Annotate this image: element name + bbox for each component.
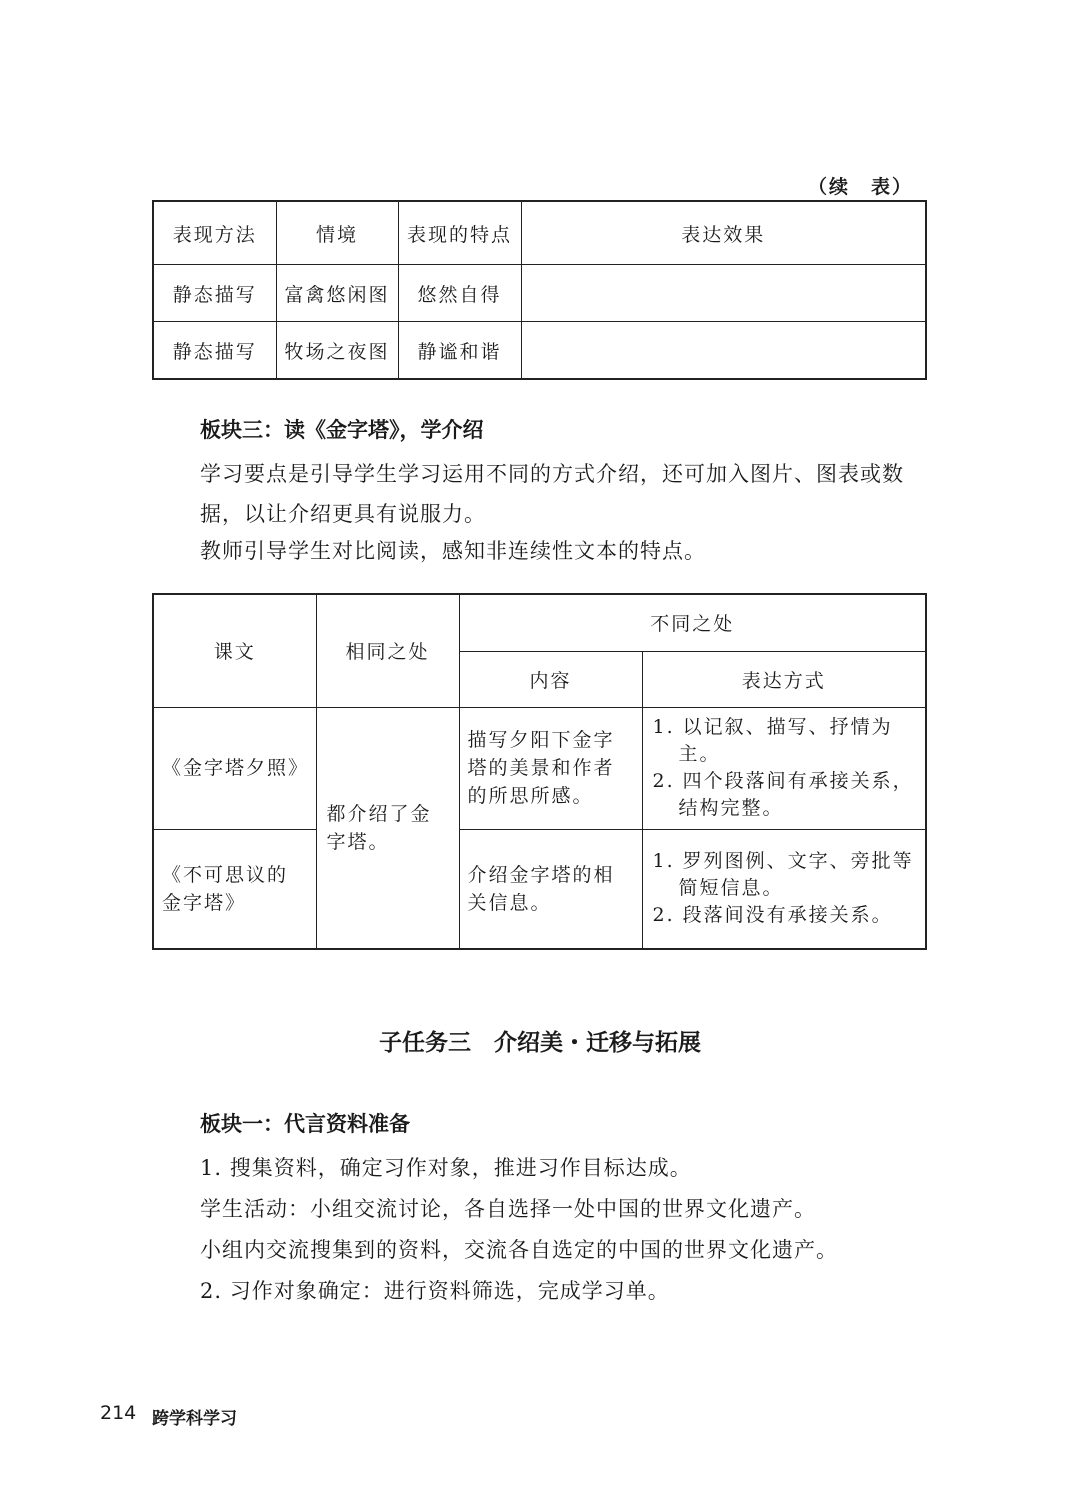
table-cell: 牧场之夜图 xyxy=(276,322,398,380)
section-one-body xyxy=(200,1148,838,1312)
section-three-paragraph xyxy=(200,454,930,534)
content-cell: 介绍金字塔的相关信息。 xyxy=(459,829,642,949)
table-cell: 静谧和谐 xyxy=(398,322,521,380)
header-method: 表现方法 xyxy=(153,201,276,265)
text-title-cell: 《不可思议的金字塔》 xyxy=(153,829,316,949)
section-three-heading: 板块三：读《金字塔》，学介绍 xyxy=(200,418,484,442)
comparison-table xyxy=(152,593,927,950)
list-item: 2. 四个段落间有承接关系，结构完整。 xyxy=(652,770,914,819)
header-scene: 情境 xyxy=(276,201,398,265)
body-line: 学生活动：小组交流讨论，各自选择一处中国的世界文化遗产。 xyxy=(200,1197,816,1221)
list-item: 2. 段落间没有承接关系。 xyxy=(652,904,893,927)
body-line: 1. 搜集资料，确定习作对象，推进习作目标达成。 xyxy=(200,1156,692,1180)
table-row xyxy=(153,265,926,322)
list-item: 1. 罗列图例、文字、旁批等简短信息。 xyxy=(652,850,914,900)
table-cell: 静态描写 xyxy=(153,265,276,322)
list-item: 1. 以记叙、描写、抒情为主。 xyxy=(652,716,893,765)
table-cell: 富禽悠闲图 xyxy=(276,265,398,322)
body-line: 2. 习作对象确定：进行资料筛选，完成学习单。 xyxy=(200,1279,670,1303)
subtask-title: 子任务三 介绍美・迁移与拓展 xyxy=(379,1030,701,1056)
page-number: 214 xyxy=(100,1402,137,1424)
header-text: 课文 xyxy=(153,594,316,707)
header-effect: 表达效果 xyxy=(521,201,926,265)
table-cell xyxy=(521,265,926,322)
content-cell: 描写夕阳下金字塔的美景和作者的所思所感。 xyxy=(459,707,642,829)
expression-cell xyxy=(642,829,926,949)
section-one-heading: 板块一：代言资料准备 xyxy=(200,1112,410,1136)
continued-table-label: （续 表） xyxy=(808,176,914,198)
table-row xyxy=(153,707,926,829)
table-row xyxy=(153,322,926,380)
table-cell: 悠然自得 xyxy=(398,265,521,322)
table-cell: 静态描写 xyxy=(153,322,276,380)
table-header-row xyxy=(153,201,926,265)
header-content: 内容 xyxy=(459,651,642,707)
section-three-paragraph-2: 教师引导学生对比阅读，感知非连续性文本的特点。 xyxy=(200,539,706,563)
same-cell: 都介绍了金字塔。 xyxy=(316,707,459,949)
expression-methods-table xyxy=(152,200,927,380)
table-header-row xyxy=(153,594,926,651)
header-expression: 表达方式 xyxy=(642,651,926,707)
book-title: 跨学科学习 xyxy=(152,1409,237,1429)
body-line: 小组内交流搜集到的资料，交流各自选定的中国的世界文化遗产。 xyxy=(200,1238,838,1262)
header-same: 相同之处 xyxy=(316,594,459,707)
header-diff: 不同之处 xyxy=(459,594,926,651)
text-title-cell: 《金字塔夕照》 xyxy=(153,707,316,829)
table-row xyxy=(153,829,926,949)
header-feature: 表现的特点 xyxy=(398,201,521,265)
expression-cell xyxy=(642,707,926,829)
table-cell xyxy=(521,322,926,380)
section-three-para-text: 学习要点是引导学生学习运用不同的方式介绍，还可加入图片、图表或数据，以让介绍更具有说服力。 xyxy=(200,462,904,526)
